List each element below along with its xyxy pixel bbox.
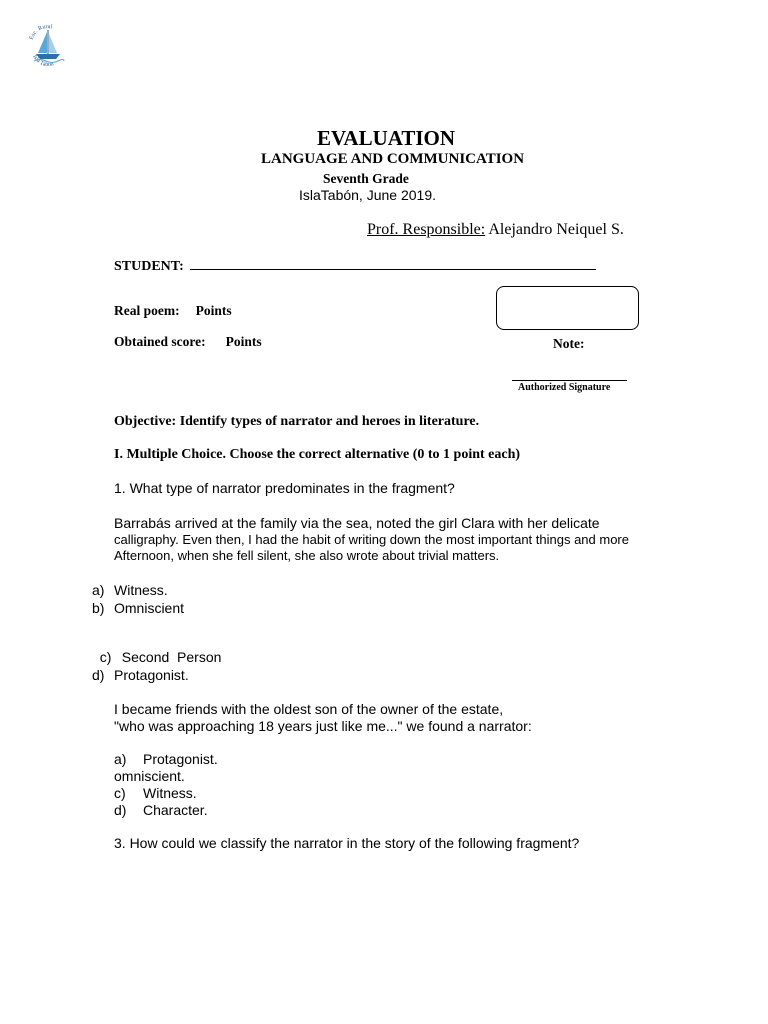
logo-bottom-text: Isla Tabón [31, 54, 55, 69]
q2-option-c[interactable] [114, 785, 197, 801]
option-text: omniscient. [114, 768, 185, 784]
professor-name: Alejandro Neiquel S. [488, 221, 624, 238]
fragment-1-line-1: Barrabás arrived at the family via the sea, noted the girl Clara with her delicate [114, 515, 600, 531]
option-key: c) [114, 785, 126, 801]
question-3: 3. How could we classify the narrator in the story of the following fragment? [114, 835, 580, 851]
fragment-2-line-2: "who was approaching 18 years just like me..." we found a narrator: [114, 718, 532, 734]
school-logo [26, 20, 70, 74]
option-key: a) [114, 751, 127, 767]
option-key: d) [92, 667, 105, 683]
q2-option-d[interactable] [114, 802, 208, 818]
option-text: Omniscient [114, 600, 185, 616]
signature-label: Authorized Signature [518, 382, 611, 393]
q2-option-a[interactable] [114, 751, 218, 767]
obtained-score-label: Obtained score: [114, 334, 206, 349]
student-name-line[interactable] [190, 257, 596, 270]
option-key: b) [92, 600, 105, 616]
option-text: Protagonist. [114, 667, 189, 683]
option-key: d) [114, 802, 127, 818]
real-poem-points: Points [195, 303, 232, 318]
section-title: I. Multiple Choice. Choose the correct alternative (0 to 1 point each) [114, 447, 521, 462]
q1-option-b[interactable] [92, 600, 184, 616]
option-text: Second Person [121, 649, 222, 665]
q1-option-a[interactable] [92, 582, 168, 598]
note-box[interactable] [496, 286, 639, 330]
q1-option-d[interactable] [92, 667, 189, 683]
real-poem-label: Real poem: [114, 303, 180, 318]
professor-line [367, 221, 624, 239]
objective: Objective: Identify types of narrator and heroes in literature. [114, 414, 480, 429]
option-key: c) [99, 649, 112, 665]
question-1: 1. What type of narrator predominates in the fragment? [114, 480, 455, 496]
professor-label: Prof. Responsible: [367, 221, 486, 238]
fragment-2-line-1: I became friends with the oldest son of the owner of the estate, [114, 701, 504, 717]
student-field [114, 257, 596, 275]
place-date: IslaTabón, June 2019. [299, 187, 436, 203]
q2-option-b[interactable] [114, 768, 185, 784]
note-label: Note: [553, 336, 585, 351]
obtained-score-points: Points [225, 334, 262, 349]
page-title: EVALUATION [316, 126, 456, 150]
obtained-score-row [114, 334, 262, 350]
subject-subtitle: LANGUAGE AND COMMUNICATION [261, 151, 525, 167]
option-key: a) [92, 582, 105, 598]
real-poem-row [114, 303, 232, 319]
option-text: Witness. [114, 582, 168, 598]
option-text: Protagonist. [143, 751, 218, 767]
grade-label: Seventh Grade [323, 171, 409, 186]
fragment-1-line-3: Afternoon, when she fell silent, she also wrote about trivial matters. [114, 548, 500, 563]
signature-line [512, 380, 627, 381]
logo-top-text: Esc. Rural [28, 23, 53, 41]
q1-option-c[interactable] [92, 633, 221, 665]
fragment-1-line-2: calligraphy. Even then, I had the habit of writing down the most important things and more [114, 532, 629, 547]
option-text: Witness. [143, 785, 197, 801]
student-label: STUDENT: [114, 259, 184, 274]
option-text: Character. [143, 802, 208, 818]
